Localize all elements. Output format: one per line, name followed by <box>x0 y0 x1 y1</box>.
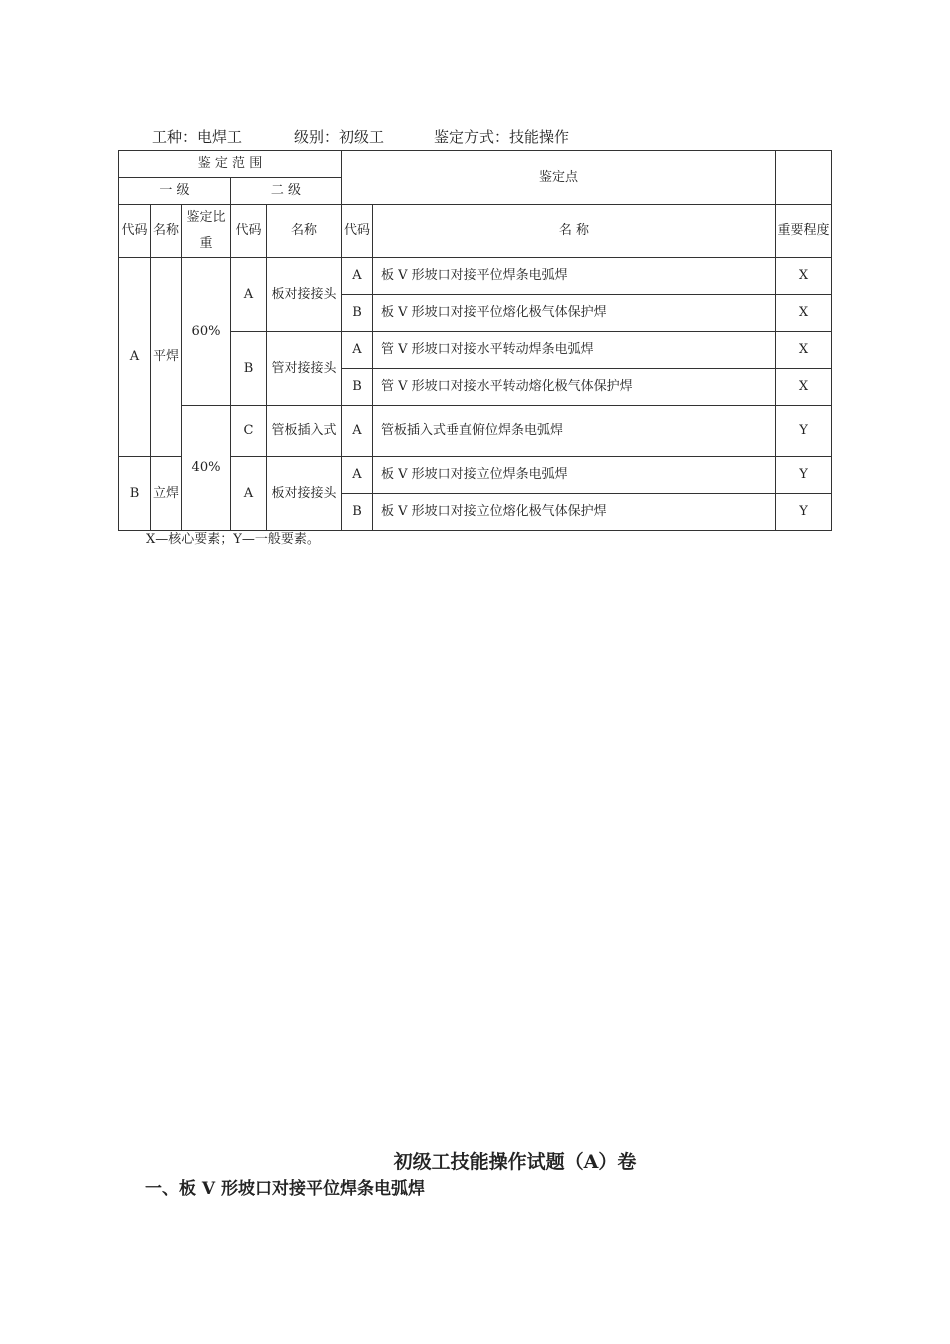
point-code: A <box>342 332 373 369</box>
point-code: A <box>342 457 373 494</box>
col-name-2: 名称 <box>267 205 342 258</box>
appraisal-table <box>118 150 832 531</box>
point-importance: Y <box>776 457 832 494</box>
point-importance: Y <box>776 406 832 457</box>
point-code: A <box>342 258 373 295</box>
blank-header-cell <box>776 151 832 205</box>
level2-header: 二 级 <box>231 178 342 205</box>
weight-cell: 60% <box>182 258 231 406</box>
point-name: 管 V 形坡口对接水平转动熔化极气体保护焊 <box>373 369 776 406</box>
point-code: B <box>342 494 373 531</box>
point-code: A <box>342 406 373 457</box>
point-importance: X <box>776 295 832 332</box>
col-weight: 鉴定比重 <box>182 205 231 258</box>
l2-name: 管板插入式 <box>267 406 342 457</box>
point-name: 板 V 形坡口对接立位焊条电弧焊 <box>373 457 776 494</box>
l2-code: A <box>231 258 267 332</box>
l2-code: A <box>231 457 267 531</box>
l2-name: 板对接接头 <box>267 258 342 332</box>
appraisal-method: 鉴定方式：技能操作 <box>434 128 570 146</box>
col-code-1: 代码 <box>119 205 151 258</box>
l2-name: 板对接接头 <box>267 457 342 531</box>
document-title: 初级工技能操作试题（A）卷 <box>393 1151 637 1173</box>
point-name: 板 V 形坡口对接立位熔化极气体保护焊 <box>373 494 776 531</box>
level1-header: 一 级 <box>119 178 231 205</box>
l1-name: 立焊 <box>151 457 182 531</box>
point-name: 管板插入式垂直俯位焊条电弧焊 <box>373 406 776 457</box>
legend-note: X—核心要素；Y—一般要素。 <box>146 532 320 547</box>
level: 级别：初级工 <box>294 128 385 146</box>
point-name: 板 V 形坡口对接平位焊条电弧焊 <box>373 258 776 295</box>
point-importance: Y <box>776 494 832 531</box>
l2-code: B <box>231 332 267 406</box>
scope-header: 鉴 定 范 围 <box>119 151 342 178</box>
l1-code: A <box>119 258 151 457</box>
col-name-1: 名称 <box>151 205 182 258</box>
col-importance: 重要程度 <box>776 205 832 258</box>
point-importance: X <box>776 332 832 369</box>
col-name-3: 名 称 <box>373 205 776 258</box>
point-code: B <box>342 369 373 406</box>
exam-info-line <box>152 126 569 147</box>
l2-code: C <box>231 406 267 457</box>
point-importance: X <box>776 369 832 406</box>
point-name: 管 V 形坡口对接水平转动焊条电弧焊 <box>373 332 776 369</box>
l1-code: B <box>119 457 151 531</box>
l1-name: 平焊 <box>151 258 182 457</box>
l2-name: 管对接接头 <box>267 332 342 406</box>
col-code-2: 代码 <box>231 205 267 258</box>
point-code: B <box>342 295 373 332</box>
section-title: 一、板 V 形坡口对接平位焊条电弧焊 <box>145 1179 426 1199</box>
job-type: 工种：电焊工 <box>152 128 243 146</box>
weight-cell: 40% <box>182 406 231 531</box>
point-header: 鉴定点 <box>342 151 776 205</box>
col-code-3: 代码 <box>342 205 373 258</box>
point-importance: X <box>776 258 832 295</box>
point-name: 板 V 形坡口对接平位熔化极气体保护焊 <box>373 295 776 332</box>
